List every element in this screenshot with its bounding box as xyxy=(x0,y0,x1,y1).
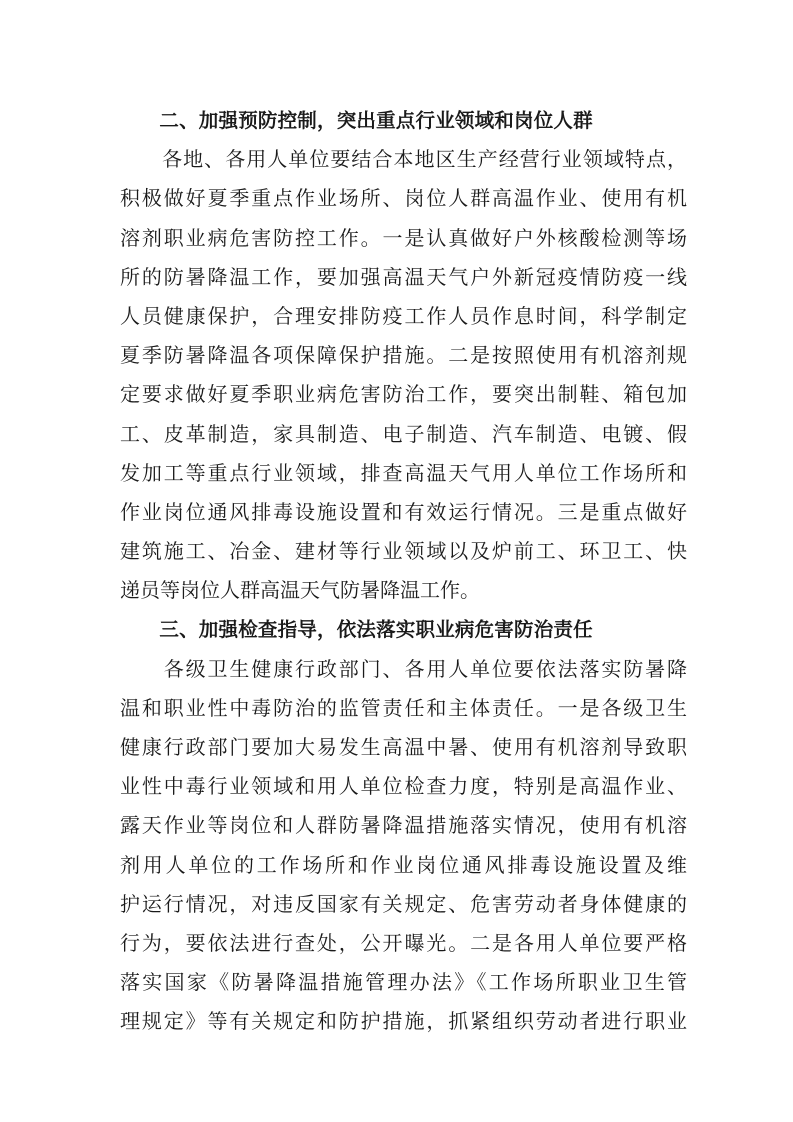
text-line: 定要求做好夏季职业病危害防治工作，要突出制鞋、箱包加 xyxy=(120,382,687,407)
section-heading-2: 二、加强预防控制，突出重点行业领域和岗位人群 xyxy=(120,109,593,132)
text-line: 溶剂职业病危害防控工作。一是认真做好户外核酸检测等场 xyxy=(120,225,687,250)
text-line: 积极做好夏季重点作业场所、岗位人群高温作业、使用有机 xyxy=(120,186,687,211)
document-body xyxy=(120,101,687,1042)
text-line: 理规定》等有关规定和防护措施，抓紧组织劳动者进行职业 xyxy=(120,1009,687,1034)
text-line: 人员健康保护，合理安排防疫工作人员作息时间，科学制定 xyxy=(120,303,687,328)
text-line: 发加工等重点行业领域，排查高温天气用人单位工作场所和 xyxy=(120,460,687,485)
text-line: 护运行情况，对违反国家有关规定、危害劳动者身体健康的 xyxy=(120,891,687,916)
text-line: 落实国家《防暑降温措施管理办法》《工作场所职业卫生管 xyxy=(120,970,687,995)
text-line: 各地、各用人单位要结合本地区生产经营行业领域特点， xyxy=(120,147,687,172)
text-line: 剂用人单位的工作场所和作业岗位通风排毒设施设置及维 xyxy=(120,852,687,877)
text-line: 业性中毒行业领域和用人单位检查力度，特别是高温作业、 xyxy=(120,774,687,799)
section-heading-3: 三、加强检查指导，依法落实职业病危害防治责任 xyxy=(120,618,593,642)
text-line: 工、皮革制造，家具制造、电子制造、汽车制造、电镀、假 xyxy=(120,421,687,446)
text-line: 露天作业等岗位和人群防暑降温措施落实情况，使用有机溶 xyxy=(120,813,687,838)
text-line: 各级卫生健康行政部门、各用人单位要依法落实防暑降 xyxy=(120,656,687,681)
text-line: 行为，要依法进行查处，公开曝光。二是各用人单位要严格 xyxy=(120,930,687,955)
text-line: 作业岗位通风排毒设施设置和有效运行情况。三是重点做好 xyxy=(120,499,687,524)
text-line: 健康行政部门要加大易发生高温中暑、使用有机溶剂导致职 xyxy=(120,735,687,759)
text-line: 建筑施工、冶金、建材等行业领域以及炉前工、环卫工、快 xyxy=(120,539,687,564)
text-line: 温和职业性中毒防治的监管责任和主体责任。一是各级卫生 xyxy=(120,695,687,720)
text-line: 夏季防暑降温各项保障保护措施。二是按照使用有机溶剂规 xyxy=(120,343,687,368)
text-line: 递员等岗位人群高温天气防暑降温工作。 xyxy=(120,578,480,603)
text-line: 所的防暑降温工作，要加强高温天气户外新冠疫情防疫一线 xyxy=(120,264,687,289)
